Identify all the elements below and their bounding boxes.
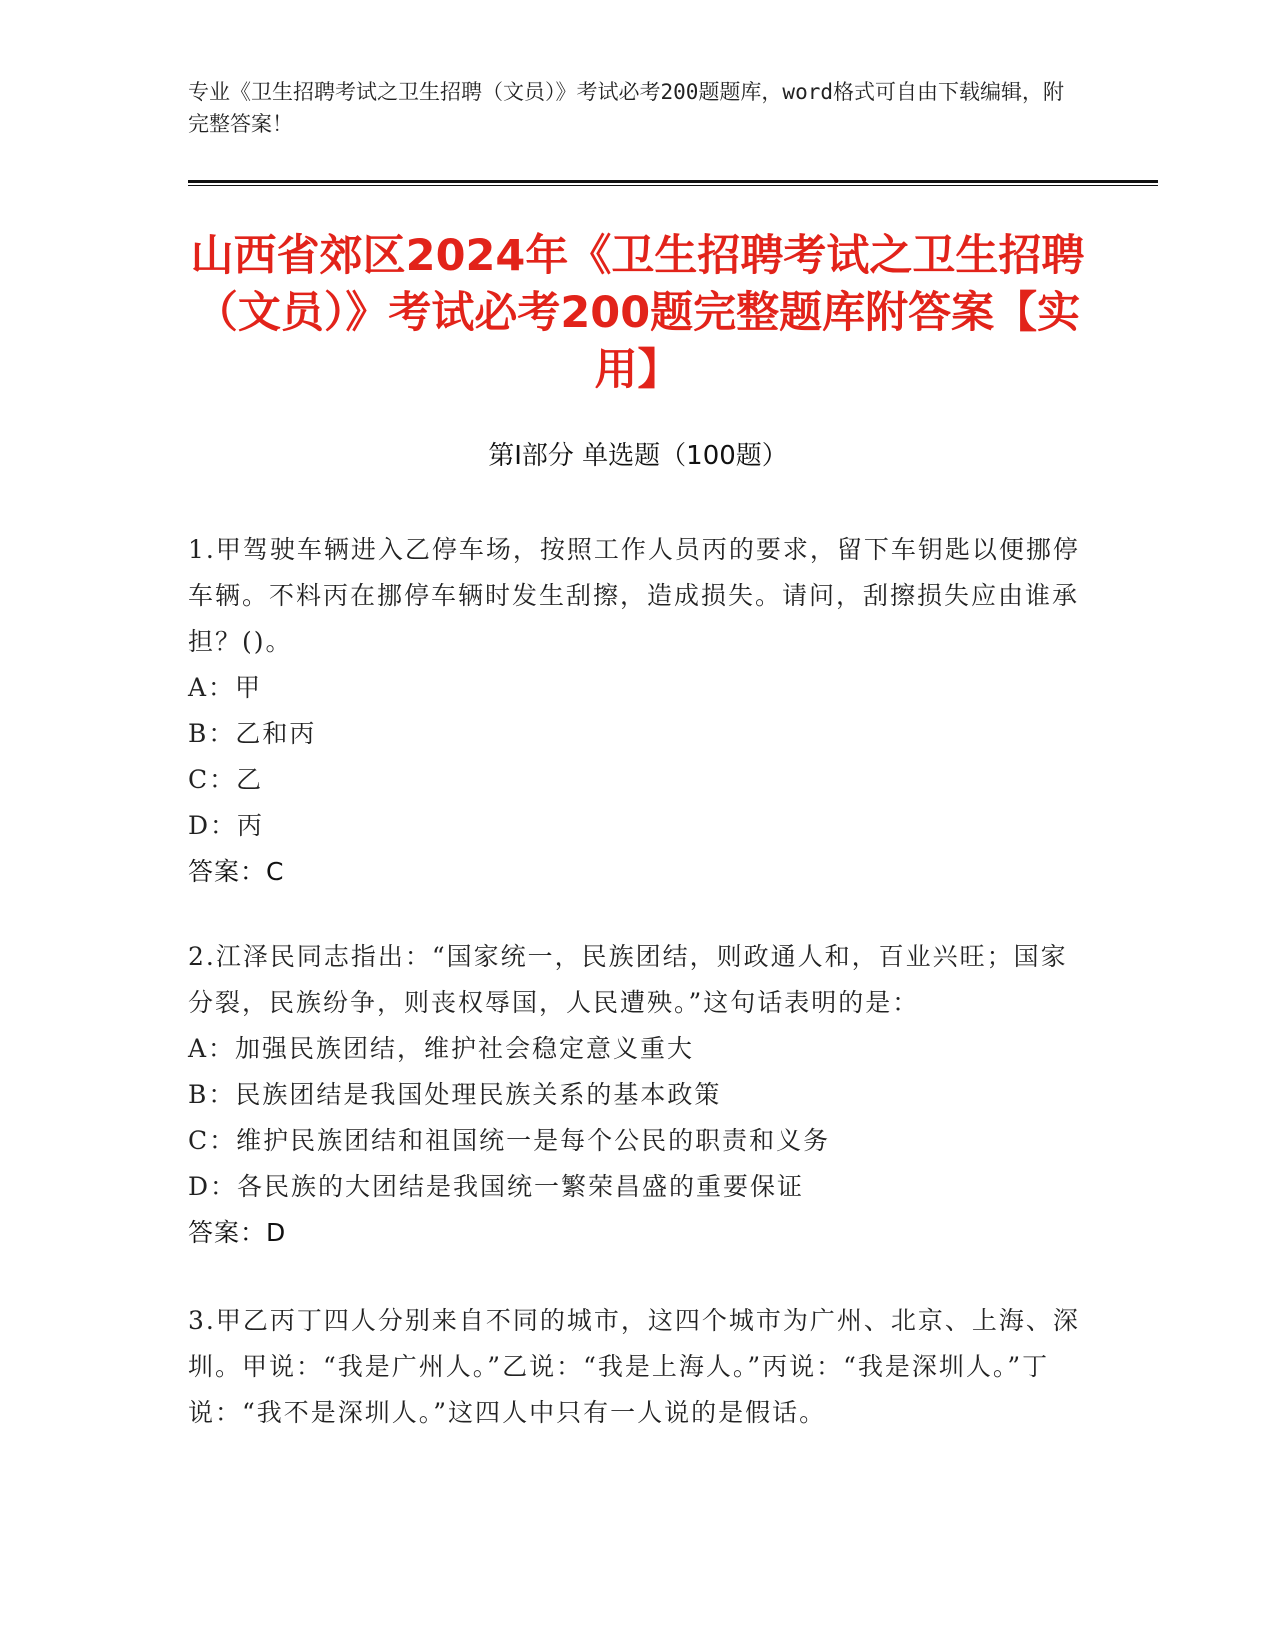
option-a: A：甲 — [188, 673, 263, 702]
header-divider-thick — [188, 180, 1158, 183]
option-b: B：民族团结是我国处理民族关系的基本政策 — [188, 1080, 722, 1109]
question-stem: 1.甲驾驶车辆进入乙停车场，按照工作人员丙的要求，留下车钥匙以便挪停车辆。不料丙在挪停车辆时发生刮擦，造成损失。请问，刮擦损失应由谁承担？()。 — [188, 535, 1080, 656]
option-c: C：乙 — [188, 765, 264, 794]
question-1 — [188, 527, 1088, 895]
option-a: A：加强民族团结，维护社会稳定意义重大 — [188, 1034, 695, 1063]
question-3 — [188, 1298, 1088, 1436]
section-title: 第Ⅰ部分 单选题（100题） — [488, 441, 788, 471]
question-stem: 2.江泽民同志指出：“国家统一，民族团结，则政通人和，百业兴旺；国家分裂，民族纷争，则丧权辱国，人民遭殃。”这句话表明的是： — [188, 942, 1068, 1017]
answer: 答案：C — [188, 857, 285, 886]
question-2 — [188, 934, 1088, 1256]
option-d: D：丙 — [188, 811, 265, 840]
option-c: C：维护民族团结和祖国统一是每个公民的职责和义务 — [188, 1126, 831, 1155]
answer: 答案：D — [188, 1218, 287, 1247]
option-d: D：各民族的大团结是我国统一繁荣昌盛的重要保证 — [188, 1172, 805, 1201]
question-stem: 3.甲乙丙丁四人分别来自不同的城市，这四个城市为广州、北京、上海、深圳。甲说：“我是广州人。”乙说：“我是上海人。”丙说：“我是深圳人。”丁说：“我不是深圳人。”这四人中只有一人说的是假话。 — [188, 1306, 1080, 1427]
document-title: 山西省郊区2024年《卫生招聘考试之卫生招聘（文员）》考试必考200题完整题库附答案【实用】 — [190, 231, 1085, 395]
option-b: B：乙和丙 — [188, 719, 317, 748]
header-note: 专业《卫生招聘考试之卫生招聘（文员）》考试必考200题题库，word格式可自由下载编辑，附完整答案！ — [188, 80, 1064, 136]
header-divider-thin — [188, 185, 1158, 186]
